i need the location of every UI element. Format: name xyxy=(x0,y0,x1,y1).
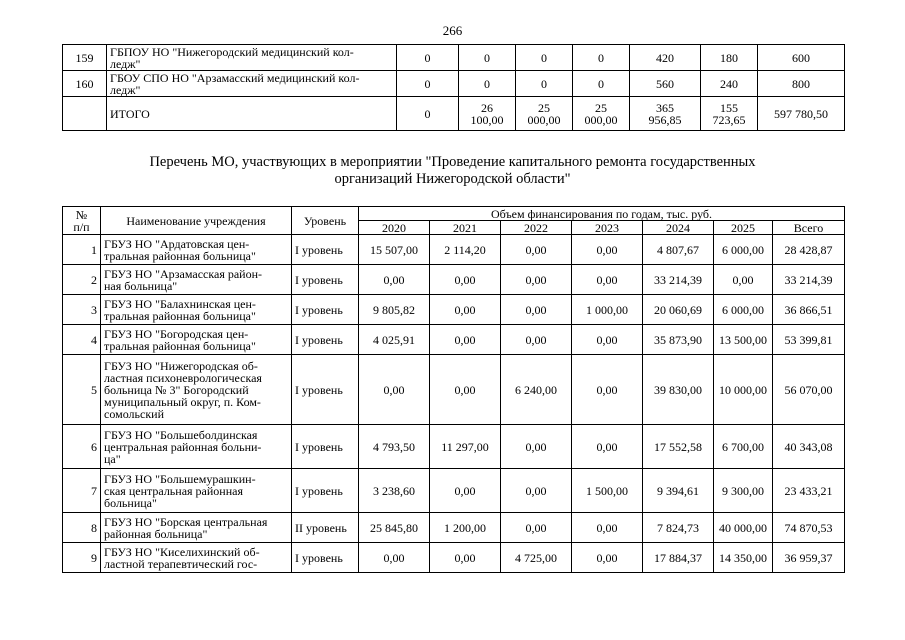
section-heading: Перечень МО, участвующих в мероприятии "Проведение капитального ремонта государственных организаций Нижегородской области" xyxy=(149,154,756,187)
row-number: 4 xyxy=(63,325,101,355)
table-row xyxy=(63,513,845,543)
value-cell: 0,00 xyxy=(359,265,430,295)
value-cell: 6 240,00 xyxy=(501,355,572,425)
institution-name: ГБОУ СПО НО "Арзамасский медицинский кол- ледж" xyxy=(107,71,397,97)
year-header: 2025 xyxy=(714,221,773,235)
institution-name: ГБУЗ НО "Большеболдинская центральная районная больни- ца" xyxy=(101,425,292,469)
level-cell: I уровень xyxy=(292,235,359,265)
level-cell: I уровень xyxy=(292,425,359,469)
year-header: 2022 xyxy=(501,221,572,235)
value-cell: 0,00 xyxy=(714,265,773,295)
table-row xyxy=(63,425,845,469)
value-cell: 0 xyxy=(459,45,516,71)
institution-name: ГБПОУ НО "Нижегородский медицинский кол- ледж" xyxy=(107,45,397,71)
value-cell: 0,00 xyxy=(501,325,572,355)
value-cell: 17 884,37 xyxy=(643,543,714,573)
value-cell: 56 070,00 xyxy=(773,355,845,425)
value-cell: 560 xyxy=(630,71,701,97)
value-cell: 0,00 xyxy=(430,325,501,355)
level-cell: I уровень xyxy=(292,295,359,325)
value-cell: 0,00 xyxy=(501,425,572,469)
value-cell: 13 500,00 xyxy=(714,325,773,355)
level-cell: I уровень xyxy=(292,325,359,355)
value-cell: 9 805,82 xyxy=(359,295,430,325)
value-cell: 800 xyxy=(758,71,845,97)
institution-name: ГБУЗ НО "Нижегородская об- ластная психоневрологическая больница № 3" Богородский муниципальный округ, п. Ком- сомольский xyxy=(101,355,292,425)
row-number: 5 xyxy=(63,355,101,425)
col-header-funding: Объем финансирования по годам, тыс. руб. xyxy=(359,207,845,221)
value-cell: 597 780,50 xyxy=(758,97,845,131)
year-header: Всего xyxy=(773,221,845,235)
value-cell: 0 xyxy=(516,45,573,71)
col-header-level: Уровень xyxy=(292,207,359,235)
table-row xyxy=(63,265,845,295)
level-cell: I уровень xyxy=(292,355,359,425)
row-number: 9 xyxy=(63,543,101,573)
value-cell: 0,00 xyxy=(430,295,501,325)
value-cell: 25 000,00 xyxy=(573,97,630,131)
level-cell: I уровень xyxy=(292,469,359,513)
row-number: 2 xyxy=(63,265,101,295)
value-cell: 33 214,39 xyxy=(643,265,714,295)
value-cell: 0,00 xyxy=(359,355,430,425)
row-number xyxy=(63,97,107,131)
value-cell: 240 xyxy=(701,71,758,97)
year-header: 2024 xyxy=(643,221,714,235)
value-cell: 11 297,00 xyxy=(430,425,501,469)
summary-table xyxy=(62,44,845,131)
value-cell: 0,00 xyxy=(572,543,643,573)
institution-name: ИТОГО xyxy=(107,97,397,131)
value-cell: 155 723,65 xyxy=(701,97,758,131)
value-cell: 1 000,00 xyxy=(572,295,643,325)
value-cell: 0,00 xyxy=(430,469,501,513)
value-cell: 0 xyxy=(397,71,459,97)
funding-table xyxy=(62,206,845,573)
value-cell: 6 000,00 xyxy=(714,235,773,265)
value-cell: 0,00 xyxy=(501,265,572,295)
value-cell: 25 845,80 xyxy=(359,513,430,543)
institution-name: ГБУЗ НО "Большемурашкин- ская центральная районная больница" xyxy=(101,469,292,513)
year-header: 2020 xyxy=(359,221,430,235)
value-cell: 600 xyxy=(758,45,845,71)
value-cell: 4 725,00 xyxy=(501,543,572,573)
value-cell: 25 000,00 xyxy=(516,97,573,131)
value-cell: 0 xyxy=(397,45,459,71)
value-cell: 0 xyxy=(459,71,516,97)
value-cell: 36 959,37 xyxy=(773,543,845,573)
institution-name: ГБУЗ НО "Арзамасская район- ная больница" xyxy=(101,265,292,295)
value-cell: 0,00 xyxy=(501,295,572,325)
value-cell: 0,00 xyxy=(501,513,572,543)
year-header: 2023 xyxy=(572,221,643,235)
value-cell: 0,00 xyxy=(572,355,643,425)
table-row xyxy=(63,355,845,425)
value-cell: 180 xyxy=(701,45,758,71)
level-cell: I уровень xyxy=(292,265,359,295)
value-cell: 0,00 xyxy=(572,325,643,355)
value-cell: 1 500,00 xyxy=(572,469,643,513)
row-number: 160 xyxy=(63,71,107,97)
table-row xyxy=(63,325,845,355)
value-cell: 0 xyxy=(397,97,459,131)
value-cell: 4 793,50 xyxy=(359,425,430,469)
value-cell: 0,00 xyxy=(572,513,643,543)
value-cell: 4 807,67 xyxy=(643,235,714,265)
col-header-num: № п/п xyxy=(63,207,101,235)
table-row xyxy=(63,71,845,97)
value-cell: 0,00 xyxy=(501,235,572,265)
table-row xyxy=(63,45,845,71)
institution-name: ГБУЗ НО "Богородская цен- тральная районная больница" xyxy=(101,325,292,355)
table-row xyxy=(63,295,845,325)
institution-name: ГБУЗ НО "Балахнинская цен- тральная районная больница" xyxy=(101,295,292,325)
value-cell: 0,00 xyxy=(572,265,643,295)
row-number: 159 xyxy=(63,45,107,71)
value-cell: 1 200,00 xyxy=(430,513,501,543)
value-cell: 0,00 xyxy=(430,265,501,295)
value-cell: 74 870,53 xyxy=(773,513,845,543)
institution-name: ГБУЗ НО "Киселихинский об- ластной терапевтический гос- xyxy=(101,543,292,573)
value-cell: 26 100,00 xyxy=(459,97,516,131)
value-cell: 0,00 xyxy=(359,543,430,573)
value-cell: 0 xyxy=(573,45,630,71)
table-row xyxy=(63,235,845,265)
value-cell: 36 866,51 xyxy=(773,295,845,325)
value-cell: 39 830,00 xyxy=(643,355,714,425)
year-header: 2021 xyxy=(430,221,501,235)
col-header-name: Наименование учреждения xyxy=(101,207,292,235)
value-cell: 23 433,21 xyxy=(773,469,845,513)
value-cell: 4 025,91 xyxy=(359,325,430,355)
value-cell: 7 824,73 xyxy=(643,513,714,543)
value-cell: 9 394,61 xyxy=(643,469,714,513)
value-cell: 9 300,00 xyxy=(714,469,773,513)
value-cell: 20 060,69 xyxy=(643,295,714,325)
institution-name: ГБУЗ НО "Ардатовская цен- тральная районная больница" xyxy=(101,235,292,265)
value-cell: 35 873,90 xyxy=(643,325,714,355)
table-row xyxy=(63,469,845,513)
row-number: 7 xyxy=(63,469,101,513)
row-number: 1 xyxy=(63,235,101,265)
value-cell: 0 xyxy=(516,71,573,97)
institution-name: ГБУЗ НО "Борская центральная районная больница" xyxy=(101,513,292,543)
value-cell: 40 343,08 xyxy=(773,425,845,469)
value-cell: 0,00 xyxy=(572,425,643,469)
value-cell: 40 000,00 xyxy=(714,513,773,543)
value-cell: 6 700,00 xyxy=(714,425,773,469)
value-cell: 0,00 xyxy=(572,235,643,265)
value-cell: 420 xyxy=(630,45,701,71)
value-cell: 0,00 xyxy=(430,355,501,425)
value-cell: 0,00 xyxy=(430,543,501,573)
row-number: 8 xyxy=(63,513,101,543)
page-number: 266 xyxy=(442,23,463,38)
value-cell: 2 114,20 xyxy=(430,235,501,265)
value-cell: 3 238,60 xyxy=(359,469,430,513)
value-cell: 0,00 xyxy=(501,469,572,513)
row-number: 6 xyxy=(63,425,101,469)
value-cell: 10 000,00 xyxy=(714,355,773,425)
value-cell: 28 428,87 xyxy=(773,235,845,265)
value-cell: 14 350,00 xyxy=(714,543,773,573)
value-cell: 17 552,58 xyxy=(643,425,714,469)
table-row xyxy=(63,543,845,573)
value-cell: 365 956,85 xyxy=(630,97,701,131)
row-number: 3 xyxy=(63,295,101,325)
value-cell: 53 399,81 xyxy=(773,325,845,355)
value-cell: 15 507,00 xyxy=(359,235,430,265)
value-cell: 33 214,39 xyxy=(773,265,845,295)
level-cell: I уровень xyxy=(292,543,359,573)
table-row xyxy=(63,97,845,131)
level-cell: II уровень xyxy=(292,513,359,543)
value-cell: 0 xyxy=(573,71,630,97)
value-cell: 6 000,00 xyxy=(714,295,773,325)
